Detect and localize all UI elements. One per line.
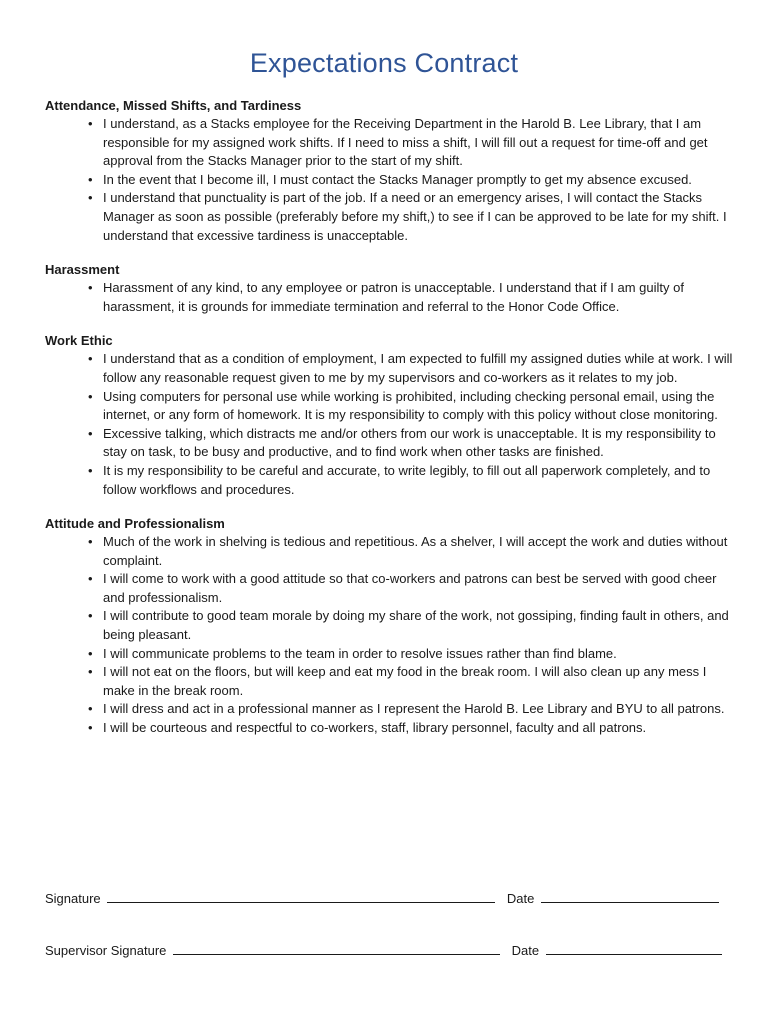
supervisor-date-line[interactable]	[546, 942, 722, 955]
bullet-icon: •	[88, 664, 93, 680]
list-item-text: It is my responsibility to be careful and accurate, to write legibly, to fill out all paperwork completely, and to follow workflows and procedures.	[103, 462, 711, 497]
section-heading: Attitude and Professionalism	[45, 516, 225, 532]
bullet-icon: •	[88, 280, 93, 296]
section-attitude	[45, 515, 735, 738]
list-item	[45, 570, 735, 607]
section-heading: Work Ethic	[45, 333, 113, 349]
section-heading: Harassment	[45, 262, 120, 278]
list-item-text: I will communicate problems to the team in order to resolve issues rather than find blame.	[103, 645, 617, 661]
list-item-text: Much of the work in shelving is tedious and repetitious. As a shelver, I will accept the work and duties without complaint.	[103, 534, 728, 568]
contract-body	[45, 97, 735, 738]
bullet-icon: •	[88, 571, 93, 587]
bullet-icon: •	[88, 351, 93, 367]
list-item-text: I understand, as a Stacks employee for the Receiving Department in the Harold B. Lee Library, that I am responsible for my assigned work shifts. If I need to miss a shift, I will fill out a request for time-off and get approval from the Stacks Manager prior to the start of my shift.	[103, 116, 708, 169]
bullet-list	[45, 533, 735, 738]
list-item	[45, 607, 735, 644]
bullet-icon: •	[88, 388, 93, 404]
supervisor-signature-label: Supervisor Signature	[45, 943, 167, 958]
bullet-icon: •	[88, 534, 93, 550]
list-item-text: Harassment of any kind, to any employee or patron is unacceptable. I understand that if I am guilty of harassment, it is grounds for immediate termination and referral to the Honor Code Office.	[103, 280, 684, 314]
bullet-icon: •	[88, 425, 93, 441]
page-title: Expectations Contract	[249, 48, 519, 78]
list-item-text: I will be courteous and respectful to co-workers, staff, library personnel, faculty and all patrons.	[103, 720, 647, 736]
bullet-icon: •	[88, 645, 93, 661]
list-item	[45, 115, 735, 171]
list-item-text: I will not eat on the floors, but will keep and eat my food in the break room. I will also clean up any mess I make in the break room.	[103, 664, 707, 698]
list-item	[45, 350, 735, 387]
list-item-text: I will come to work with a good attitude so that co-workers and patrons can best be served with good cheer and professionalism.	[103, 571, 717, 605]
bullet-icon: •	[88, 701, 93, 717]
list-item	[45, 533, 735, 570]
bullet-list	[45, 350, 735, 499]
list-item	[45, 700, 735, 719]
supervisor-signature-line[interactable]	[173, 942, 500, 955]
signature-line[interactable]	[107, 890, 495, 903]
list-item	[45, 663, 735, 700]
bullet-icon: •	[88, 462, 93, 478]
supervisor-signature-row	[45, 942, 722, 958]
list-item-text: I understand that as a condition of employment, I am expected to fulfill my assigned duties while at work. I will follow any reasonable request given to me by my supervisors and co-workers as it relates to my job.	[103, 351, 733, 385]
bullet-icon: •	[88, 171, 93, 187]
list-item-text: I will dress and act in a professional manner as I represent the Harold B. Lee Library and BYU to all patrons.	[103, 701, 725, 717]
list-item	[45, 279, 735, 316]
bullet-icon: •	[88, 720, 93, 736]
bullet-list	[45, 279, 735, 316]
date-line[interactable]	[541, 890, 719, 903]
list-item-text: Using computers for personal use while working is prohibited, including checking personal email, using the internet, or any form of homework. It is my responsibility to comply with this policy without close monitoring.	[103, 388, 718, 423]
list-item	[45, 645, 735, 664]
bullet-icon: •	[88, 116, 93, 131]
signature-label: Signature	[45, 891, 101, 906]
section-harassment	[45, 261, 735, 316]
signature-row	[45, 890, 719, 906]
bullet-icon: •	[88, 190, 93, 206]
list-item-text: Excessive talking, which distracts me and/or others from our work is unacceptable. It is my responsibility to stay on task, to be busy and productive, and to find work when other tasks are finished.	[103, 425, 716, 460]
supervisor-date-label: Date	[511, 943, 540, 958]
section-heading: Attendance, Missed Shifts, and Tardiness	[45, 98, 302, 113]
list-item	[45, 462, 735, 499]
list-item	[45, 425, 735, 462]
list-item	[45, 189, 735, 245]
section-work-ethic	[45, 332, 735, 499]
bullet-icon: •	[88, 608, 93, 624]
bullet-list	[45, 115, 735, 245]
list-item-text: I understand that punctuality is part of the job. If a need or an emergency arises, I will contact the Stacks Manager as soon as possible (preferably before my shift,) to see if I can be approved to be late for my shift. I understand that excessive tardiness is unacceptable.	[103, 190, 727, 243]
list-item	[45, 719, 735, 738]
list-item-text: I will contribute to good team morale by doing my share of the work, not gossiping, finding fault in others, and being pleasant.	[103, 608, 729, 643]
list-item	[45, 171, 735, 190]
list-item	[45, 388, 735, 425]
date-label: Date	[506, 891, 535, 906]
list-item-text: In the event that I become ill, I must contact the Stacks Manager promptly to get my absence excused.	[103, 171, 692, 187]
section-attendance	[45, 97, 735, 245]
